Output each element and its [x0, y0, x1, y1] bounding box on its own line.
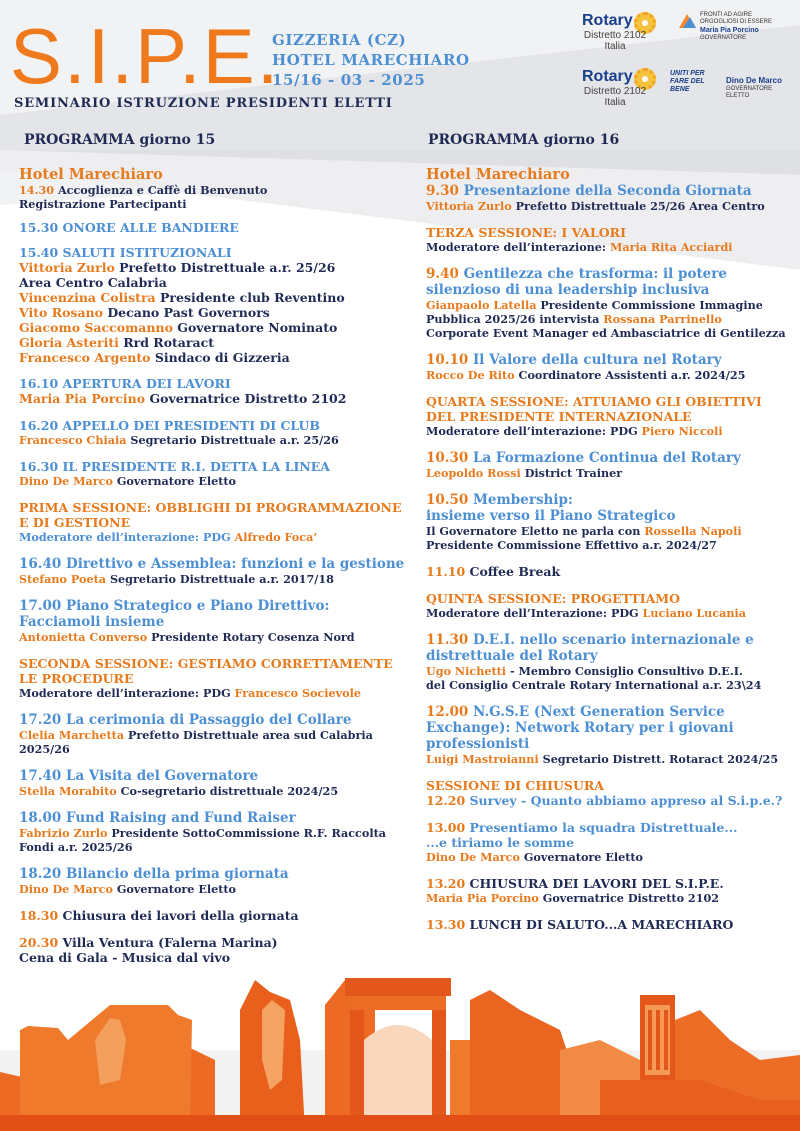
speaker-name: Gianpaolo Latella [426, 298, 537, 312]
item-title: La Visita del Governatore [65, 768, 259, 784]
speaker-role: Presidente SottoCommissione R.F. Raccolta [111, 826, 386, 840]
session-block [19, 500, 419, 544]
speaker-role: Segretario Distrettuale a.r. 25/26 [130, 433, 339, 447]
time: 18.00 [19, 810, 62, 826]
speaker-role: Presidente club Reventino [160, 290, 345, 305]
session-title: QUINTA SESSIONE: PROGETTIAMO [426, 591, 681, 606]
speaker-role: Rrd Rotaract [123, 335, 214, 350]
speaker-role: Pubblica 2025/26 intervista [426, 312, 600, 326]
rotary-country: Italia [604, 41, 626, 52]
speaker-role: - Membro Consiglio Consultivo D.E.I. [509, 664, 743, 678]
item-title: Membership: [472, 492, 573, 508]
speaker-role: Governatore Eletto [116, 882, 237, 896]
program-block [19, 376, 419, 406]
item-title: Il Valore della cultura nel Rotary [472, 352, 722, 368]
time: 16.20 [19, 418, 59, 433]
governor-2-role: GOVERNATORE ELETTO [726, 86, 773, 99]
item-title: Piano Strategico e Piano Direttivo: [65, 598, 330, 614]
program-block [19, 418, 419, 447]
event-dates: 15/16 - 03 - 2025 [272, 71, 426, 89]
moderator-name: Alfredo Foca’ [234, 530, 318, 544]
speaker-name: Rossana Parrinello [603, 312, 722, 326]
seminar-subtitle: SEMINARIO ISTRUZIONE PRESIDENTI ELETTI [14, 96, 393, 111]
motto-2 [670, 70, 722, 94]
program-block [19, 598, 419, 644]
speaker-role: Co-segretario distrettuale 2024/25 [120, 784, 339, 798]
program-block [19, 166, 419, 211]
speaker-role: Governatore Eletto [523, 850, 644, 864]
item-title: APERTURA DEI LAVORI [62, 376, 231, 391]
speaker-role: Segretario Distrettuale a.r. 2017/18 [109, 572, 334, 586]
time: 12.20 [426, 793, 466, 808]
item-title: Direttivo e Assemblea: funzioni e la gestione [65, 556, 405, 572]
program-block [426, 492, 796, 552]
time: 18.20 [19, 866, 62, 882]
event-location [272, 30, 470, 90]
speaker-name: Vito Rosano [19, 305, 103, 320]
speaker-role: Presidente Commissione Effettivo a.r. 2024/27 [426, 538, 717, 552]
session-block [426, 394, 796, 438]
program-block [19, 556, 419, 586]
speaker-role: Governatrice Distretto 2102 [149, 391, 347, 406]
speaker-name: Dino De Marco [19, 474, 113, 488]
speaker-name: Francesco Chiaia [19, 433, 127, 447]
time: 17.40 [19, 768, 62, 784]
item-detail: Il Governatore Eletto ne parla con [426, 524, 641, 538]
time: 9.40 [426, 266, 459, 282]
item-title: APPELLO DEI PRESIDENTI DI CLUB [62, 418, 320, 433]
program-block [19, 935, 419, 965]
program-block [19, 245, 419, 365]
time: 13.30 [426, 917, 466, 932]
time: 16.30 [19, 459, 59, 474]
motto-1 [700, 12, 792, 42]
time: 20.30 [19, 935, 59, 950]
program-block [19, 908, 419, 923]
program-block [19, 768, 419, 798]
program-block [426, 166, 796, 213]
sipe-logo: S.I.P.E. [10, 12, 281, 100]
speaker-name: Antonietta Converso [19, 630, 148, 644]
speaker-role: Area Centro Calabria [19, 275, 167, 290]
speaker-name: Dino De Marco [19, 882, 113, 896]
program-block [19, 459, 419, 488]
session-title: QUARTA SESSIONE: ATTUIAMO GLI OBIETTIVI [426, 394, 762, 409]
item-title: Presentiamo la squadra Distrettuale... [469, 820, 738, 835]
session-block [426, 225, 796, 254]
motto-1-line2: ORGOGLIOSI DI ESSERE [700, 19, 773, 25]
motto-2-line2: FARE DEL [670, 78, 705, 85]
speaker-name: Ugo Nichetti [426, 664, 507, 678]
speaker-role: Corporate Event Manager ed Ambasciatrice di Gentilezza [426, 326, 786, 340]
day15-heading: PROGRAMMA giorno 15 [24, 132, 216, 148]
speaker-role: Prefetto Distrettuale 25/26 Area Centro [515, 199, 765, 213]
speaker-role: Governatrice Distretto 2102 [542, 891, 720, 905]
program-block [426, 564, 796, 579]
item-detail: Cena di Gala - Musica dal vivo [19, 950, 231, 965]
moderator-label: Moderatore dell’interazione: PDG [426, 424, 638, 438]
item-title: Survey - Quanto abbiamo appreso al S.i.p.e.? [469, 793, 783, 808]
moderator-name: Francesco Socievole [234, 686, 362, 700]
speaker-name: Dino De Marco [426, 850, 520, 864]
speaker-role: Presidente Commissione Immagine [540, 298, 763, 312]
speaker-role: Segretario Distrett. Rotaract 2024/25 [542, 752, 779, 766]
governor-emblem-icon [676, 10, 698, 32]
speaker-role: Presidente Rotary Cosenza Nord [151, 630, 355, 644]
time: 12.00 [426, 704, 469, 720]
time: 10.50 [426, 492, 469, 508]
item-title: N.G.S.E (Next Generation Service [472, 704, 725, 720]
rotary-name: Rotary [582, 12, 633, 29]
session-title: TERZA SESSIONE: I VALORI [426, 225, 626, 240]
speaker-role: Prefetto Distrettuale a.r. 25/26 [119, 260, 336, 275]
rotary-name: Rotary [582, 68, 633, 85]
item-title: CHIUSURA DEI LAVORI DEL S.I.P.E. [469, 876, 724, 891]
program-block [426, 917, 796, 932]
time: 11.30 [426, 632, 469, 648]
governor-2-name: Dino De Marco [726, 76, 783, 85]
speaker-name: Giacomo Saccomanno [19, 320, 173, 335]
time: 10.10 [426, 352, 469, 368]
item-title: Gentilezza che trasforma: il potere [463, 266, 727, 282]
item-title: La cerimonia di Passaggio del Collare [65, 712, 352, 728]
time: 18.30 [19, 908, 59, 923]
moderator-label: Moderatore dell’interazione: PDG [19, 530, 231, 544]
item-title: SALUTI ISTITUZIONALI [62, 245, 232, 260]
moderator-name: Piero Niccoli [641, 424, 723, 438]
speaker-role: Decano Past Governors [107, 305, 270, 320]
item-title: Chiusura dei lavori della giornata [62, 908, 299, 923]
speaker-name: Vittoria Zurlo [426, 199, 512, 213]
speaker-role: Governatore Eletto [116, 474, 237, 488]
time: 17.20 [19, 712, 62, 728]
speaker-name: Vincenzina Colistra [19, 290, 156, 305]
governor-1-name: Maria Pia Porcino [700, 27, 759, 34]
item-title: insieme verso il Piano Strategico [426, 508, 676, 524]
speaker-role: Sindaco di Gizzeria [154, 350, 290, 365]
time: 15.40 [19, 245, 59, 260]
item-title: Coffee Break [469, 564, 561, 579]
time: 15.30 [19, 220, 59, 235]
item-title: La Formazione Continua del Rotary [472, 450, 741, 466]
speaker-name: Vittoria Zurlo [19, 260, 115, 275]
item-title: Villa Ventura (Falerna Marina) [62, 935, 278, 950]
item-title: ONORE ALLE BANDIERE [62, 220, 239, 235]
program-block [426, 876, 796, 905]
speaker-role: Governatore Nominato [177, 320, 338, 335]
time: 13.00 [426, 820, 466, 835]
session-title: E DI GESTIONE [19, 515, 131, 530]
time: 10.30 [426, 450, 469, 466]
item-title: distrettuale del Rotary [426, 648, 598, 664]
time: 16.10 [19, 376, 59, 391]
item-title: ...e tiriamo le somme [426, 835, 575, 850]
motto-2-line1: UNITI PER [670, 70, 705, 77]
rotary-country: Italia [604, 97, 626, 108]
rotary-district: Distretto 2102 [583, 86, 647, 97]
time: 13.20 [426, 876, 466, 891]
speaker-name: Stella Morabito [19, 784, 117, 798]
speaker-name: Fabrizio Zurlo [19, 826, 108, 840]
speaker-role: District Trainer [524, 466, 623, 480]
motto-2-line3: BENE [670, 86, 690, 93]
program-block [426, 352, 796, 382]
session-block [19, 656, 419, 700]
location-city: GIZZERIA (CZ) [272, 31, 407, 49]
governor-2 [726, 76, 796, 100]
session-block [426, 778, 796, 808]
speaker-name: Francesco Argento [19, 350, 151, 365]
speaker-name: Stefano Poeta [19, 572, 107, 586]
program-block [19, 220, 419, 235]
speaker-role: del Consiglio Centrale Rotary International a.r. 23\24 [426, 678, 762, 692]
speaker-name: Rocco De Rito [426, 368, 515, 382]
speaker-role: Coordinatore Assistenti a.r. 2024/25 [518, 368, 746, 382]
program-block [19, 810, 419, 854]
moderator-name: Maria Rita Acciardi [609, 240, 733, 254]
session-title: DEL PRESIDENTE INTERNAZIONALE [426, 409, 692, 424]
item-title: Accoglienza e Caffè di Benvenuto [57, 183, 268, 197]
location-hotel: HOTEL MARECHIARO [272, 51, 470, 69]
speaker-role: Prefetto Distrettuale area sud Calabria 2025/26 [19, 728, 373, 756]
program-block [426, 820, 796, 864]
item-title: professionisti [426, 736, 530, 752]
time: 11.10 [426, 564, 466, 579]
speaker-role: Fondi a.r. 2025/26 [19, 840, 133, 854]
venue-title: Hotel Marechiaro [426, 166, 570, 183]
venue-title: Hotel Marechiaro [19, 166, 163, 183]
speaker-name: Leopoldo Rossi [426, 466, 521, 480]
governor-1-role: GOVERNATORE [700, 35, 747, 41]
speaker-name: Clelia Marchetta [19, 728, 125, 742]
session-title: SECONDA SESSIONE: GESTIAMO CORRETTAMENTE [19, 656, 393, 671]
program-block [19, 712, 419, 756]
speaker-name: Rossella Napoli [644, 524, 742, 538]
moderator-label: Moderatore dell’interazione: [426, 240, 607, 254]
session-title: LE PROCEDURE [19, 671, 134, 686]
day16-heading: PROGRAMMA giorno 16 [428, 132, 620, 148]
moderator-label: Moderatore dell’Interazione: PDG [426, 606, 639, 620]
speaker-name: Gloria Asteriti [19, 335, 119, 350]
time: 14.30 [19, 183, 55, 197]
speaker-name: Maria Pia Porcino [426, 891, 539, 905]
speaker-name: Luigi Mastroianni [426, 752, 539, 766]
motto-1-line1: FRONTI AD AGIRE [700, 12, 753, 18]
moderator-label: Moderatore dell’interazione: PDG [19, 686, 231, 700]
program-block [426, 450, 796, 480]
program-block [426, 632, 796, 692]
item-title: Exchange): Network Rotary per i giovani [426, 720, 734, 736]
session-block [426, 591, 796, 620]
item-title: LUNCH DI SALUTO...A MARECHIARO [469, 917, 734, 932]
item-title: D.E.I. nello scenario internazionale e [472, 632, 754, 648]
moderator-name: Luciano Lucania [642, 606, 747, 620]
item-title: IL PRESIDENTE R.I. DETTA LA LINEA [62, 459, 330, 474]
time: 17.00 [19, 598, 62, 614]
rotary-district: Distretto 2102 [583, 30, 647, 41]
day15-program [19, 166, 419, 977]
day16-program [426, 166, 796, 944]
item-title: Presentazione della Seconda Giornata [463, 183, 752, 199]
item-title: Bilancio della prima giornata [65, 866, 289, 882]
session-title: PRIMA SESSIONE: OBBLIGHI DI PROGRAMMAZIONE [19, 500, 402, 515]
item-detail: Registrazione Partecipanti [19, 197, 187, 211]
time: 9.30 [426, 183, 459, 199]
time: 16.40 [19, 556, 62, 572]
program-block [19, 866, 419, 896]
session-title: SESSIONE DI CHIUSURA [426, 778, 604, 793]
program-block [426, 266, 796, 340]
item-title: Facciamoli insieme [19, 614, 165, 630]
speaker-name: Maria Pia Porcino [19, 391, 146, 406]
program-block [426, 704, 796, 766]
item-title: silenzioso di una leadership inclusiva [426, 282, 710, 298]
item-title: Fund Raising and Fund Raiser [65, 810, 296, 826]
